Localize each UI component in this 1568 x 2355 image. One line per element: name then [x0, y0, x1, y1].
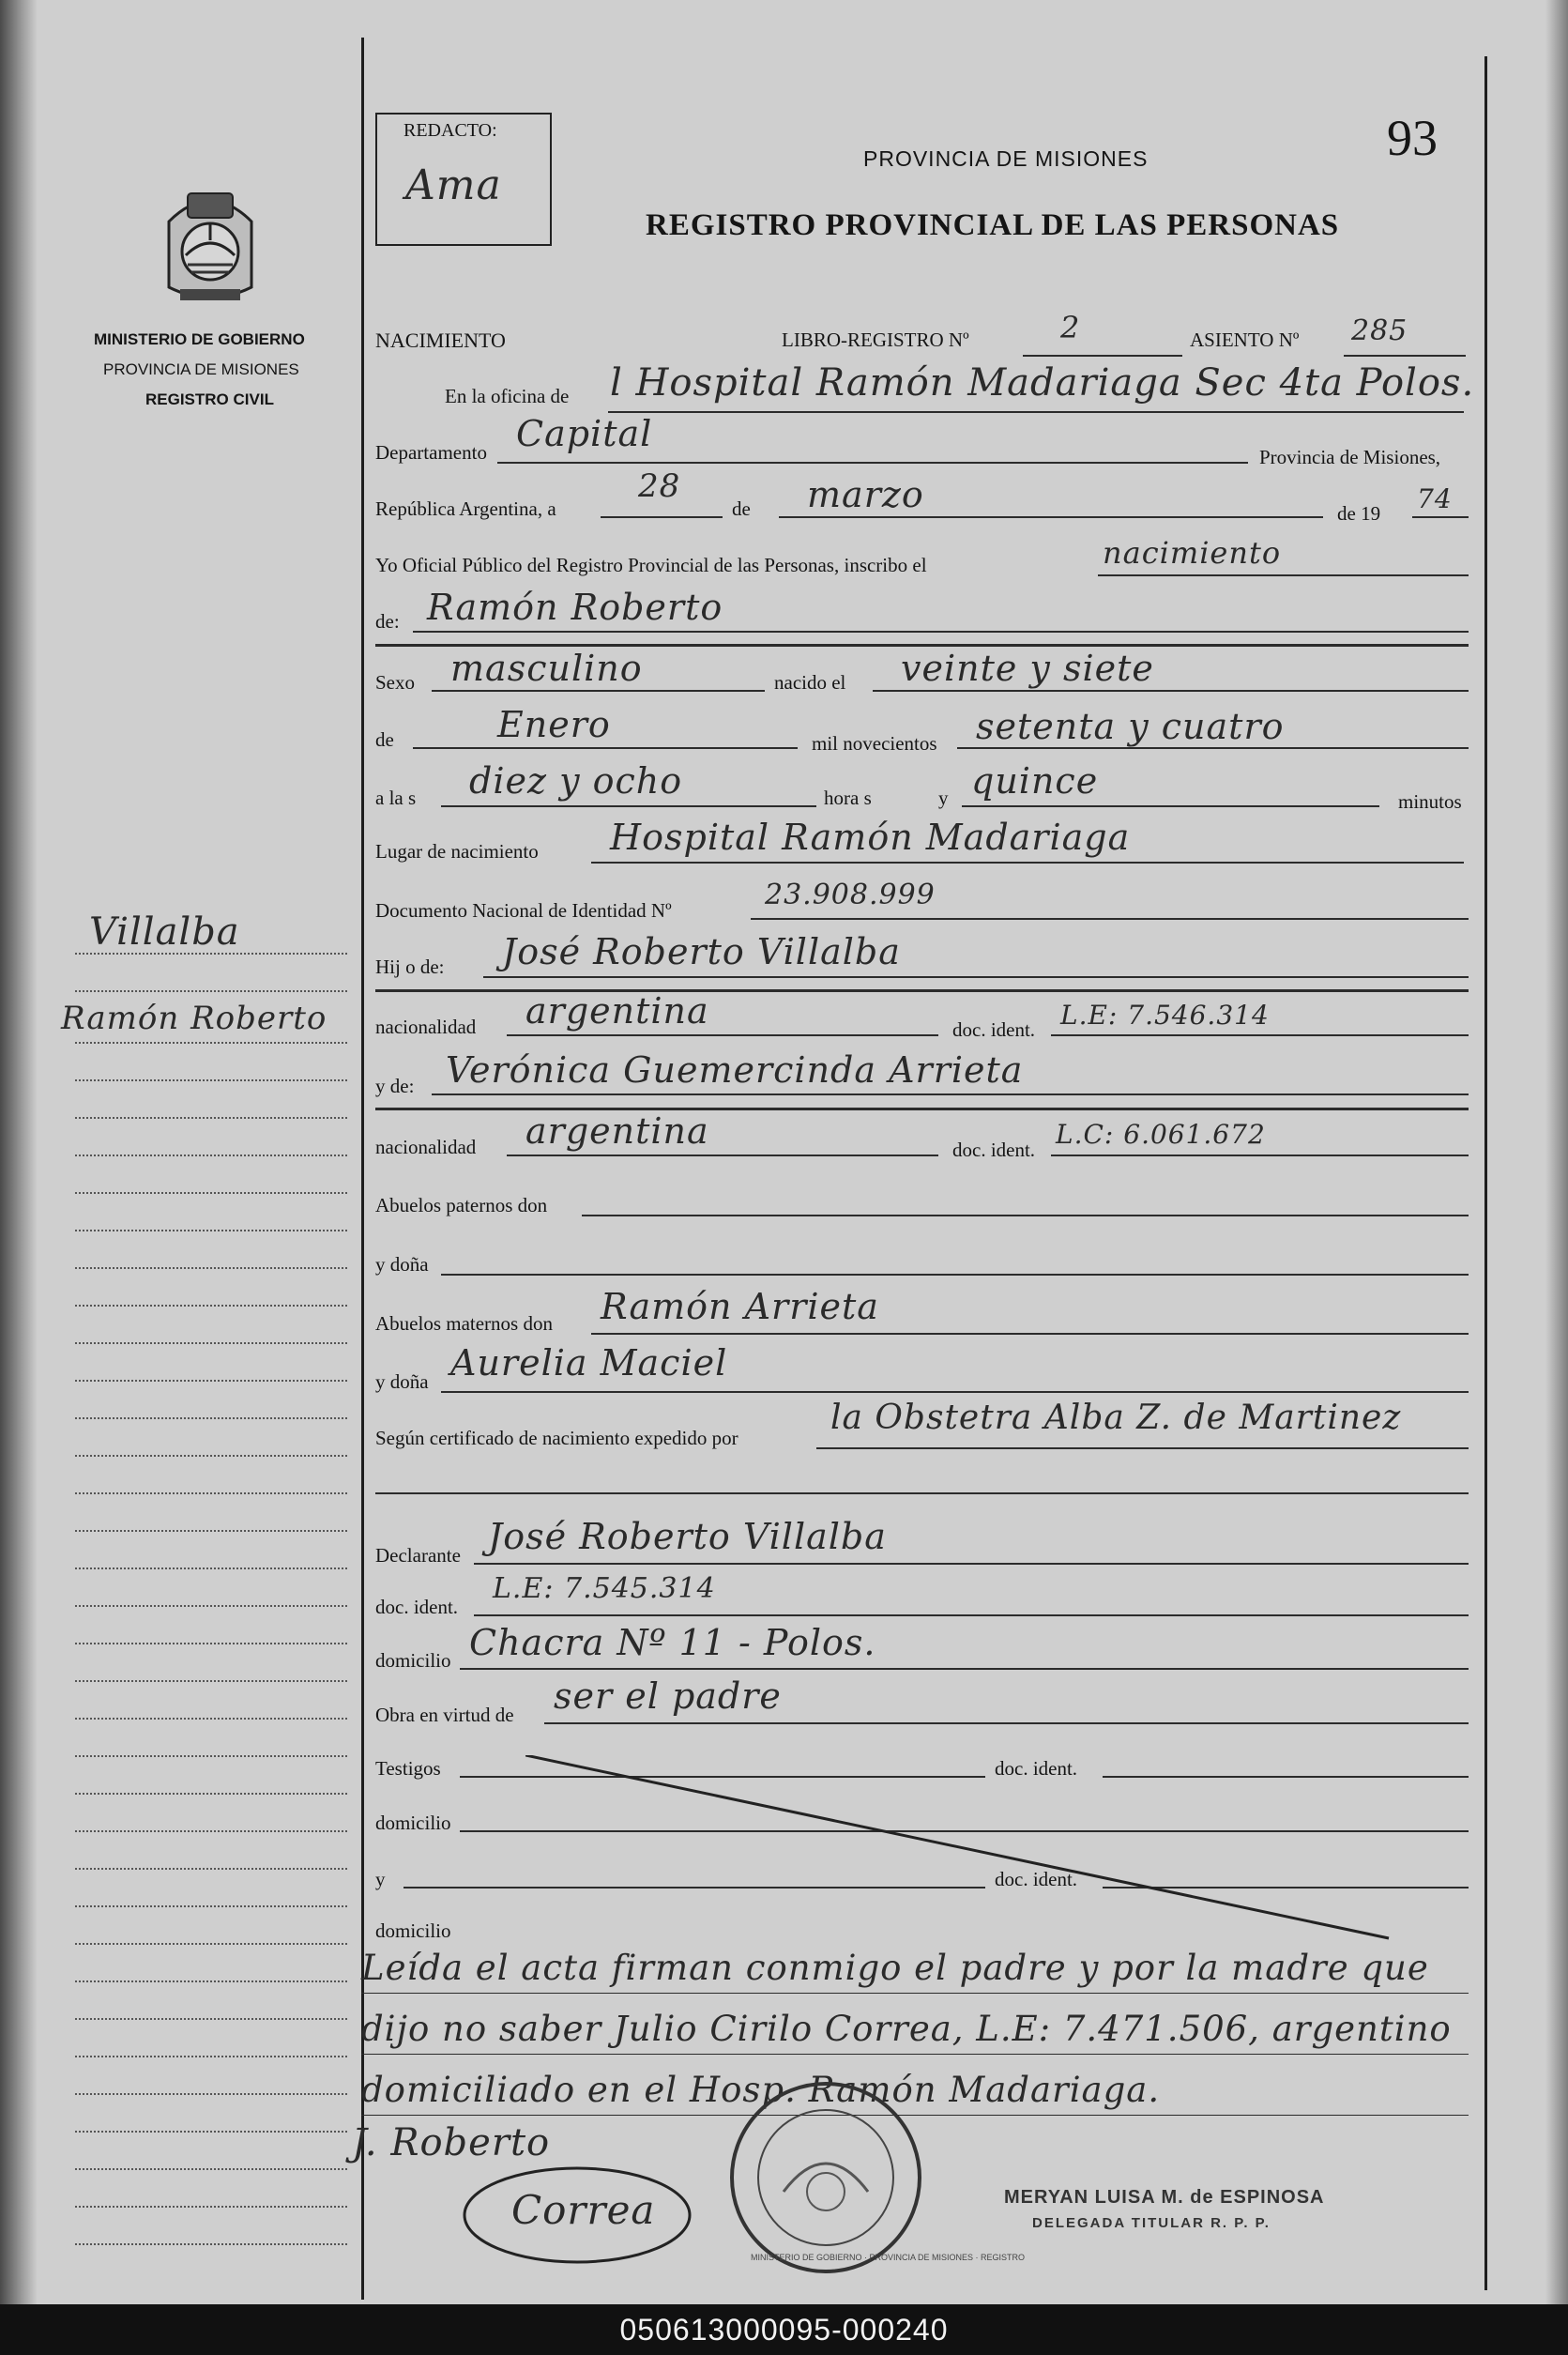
- yde-label: y de:: [375, 1075, 415, 1097]
- book-binding: [0, 0, 38, 2304]
- ministry-line1: MINISTERIO DE GOBIERNO: [94, 330, 305, 348]
- ydona-mat-label: y doña: [375, 1370, 429, 1393]
- provincia-label: Provincia de Misiones,: [1259, 446, 1441, 468]
- republica-label: República Argentina, a: [375, 497, 556, 520]
- header-title: REGISTRO PROVINCIAL DE LAS PERSONAS: [646, 208, 1340, 242]
- right-border: [1484, 56, 1487, 2290]
- padre-docid-label: doc. ident.: [952, 1018, 1036, 1041]
- de3-label: de: [375, 728, 394, 751]
- padre-doc-value: L.E: 7.546.314: [1060, 1000, 1270, 1031]
- declarante-doc-value: L.E: 7.545.314: [493, 1572, 716, 1605]
- nacido-label: nacido el: [774, 671, 846, 694]
- libro-value: 2: [1060, 310, 1081, 345]
- abuelos-mat-label: Abuelos maternos don: [375, 1312, 553, 1335]
- margin-note-names: Ramón Roberto: [61, 1000, 327, 1037]
- madre-value: Verónica Guemercinda Arrieta: [446, 1049, 1024, 1091]
- ydona-pat-label: y doña: [375, 1253, 429, 1276]
- header-province: PROVINCIA DE MISIONES: [863, 146, 1149, 171]
- sexo-label: Sexo: [375, 671, 415, 694]
- oficial-label: Yo Oficial Público del Registro Provincial de las Personas, inscribo el: [375, 554, 927, 576]
- anio-value: 74: [1417, 483, 1453, 514]
- mes-value: marzo: [807, 474, 924, 515]
- padre-nac-label: nacionalidad: [375, 1016, 477, 1038]
- crest-icon: [160, 184, 261, 306]
- y2-docid-label: doc. ident.: [995, 1868, 1078, 1890]
- testigos-domicilio-label: domicilio: [375, 1812, 451, 1834]
- page-number: 93: [1387, 110, 1438, 166]
- oficina-label: En la oficina de: [445, 385, 570, 407]
- abuela-mat-value: Aurelia Maciel: [450, 1342, 728, 1384]
- anio-nac-value: setenta y cuatro: [976, 706, 1285, 747]
- min-value: quince: [971, 760, 1099, 802]
- y-label: y: [938, 787, 949, 809]
- signature-bottom: Correa: [511, 2187, 656, 2233]
- mes-nac-value: Enero: [497, 704, 611, 745]
- anio-label: de 19: [1337, 502, 1381, 525]
- declarante-label: Declarante: [375, 1544, 461, 1567]
- act-type: NACIMIENTO: [375, 329, 506, 352]
- seal-stamp: [727, 2079, 924, 2276]
- redacto-box: [375, 113, 552, 246]
- lugar-value: Hospital Ramón Madariaga: [610, 817, 1131, 858]
- dni-label: Documento Nacional de Identidad Nº: [375, 899, 672, 922]
- testigos-label: Testigos: [375, 1757, 441, 1780]
- oficina-value: l Hospital Ramón Madariaga Sec 4ta Polos.: [610, 361, 1475, 405]
- y2-domicilio-label: domicilio: [375, 1919, 451, 1942]
- certificado-label: Según certificado de nacimiento expedido por: [375, 1427, 738, 1449]
- domicilio-value: Chacra Nº 11 - Polos.: [469, 1622, 876, 1663]
- notes-line1: Leída el acta firman conmigo el padre y por la madre que: [361, 1948, 1429, 1988]
- declarante-value: José Roberto Villalba: [488, 1516, 887, 1557]
- padre-value: José Roberto Villalba: [502, 931, 901, 972]
- margin-note-surname: Villalba: [89, 910, 240, 954]
- minutos-label: minutos: [1398, 790, 1462, 813]
- madre-nac-label: nacionalidad: [375, 1136, 477, 1158]
- hijo-label: Hij o de:: [375, 956, 445, 978]
- hora-value: diez y ocho: [469, 760, 683, 802]
- alas-label: a la s: [375, 787, 417, 809]
- y2-label: y: [375, 1868, 386, 1890]
- declarante-docid-label: doc. ident.: [375, 1596, 459, 1618]
- official-title: DELEGADA TITULAR R. P. P.: [1032, 2215, 1271, 2231]
- domicilio-label: domicilio: [375, 1649, 451, 1672]
- padre-nac-value: argentina: [525, 990, 709, 1032]
- abuelo-mat-value: Ramón Arrieta: [601, 1286, 879, 1327]
- madre-docid-label: doc. ident.: [952, 1139, 1036, 1161]
- madre-doc-value: L.C: 6.061.672: [1056, 1119, 1266, 1150]
- footer-code: 050613000095-000240: [0, 2304, 1568, 2355]
- departamento-value: Capital: [516, 413, 653, 454]
- sexo-value: masculino: [450, 648, 643, 689]
- dni-value: 23.908.999: [765, 879, 936, 911]
- official-name: MERYAN LUISA M. de ESPINOSA: [1004, 2187, 1325, 2208]
- asiento-label: ASIENTO Nº: [1190, 329, 1300, 351]
- departamento-label: Departamento: [375, 441, 487, 464]
- nacido-value: veinte y siete: [901, 648, 1154, 689]
- inscribo-value: nacimiento: [1103, 535, 1282, 571]
- abuelos-pat-label: Abuelos paternos don: [375, 1194, 548, 1216]
- dia-value: 28: [638, 467, 681, 505]
- signature-left: J. Roberto: [352, 2121, 551, 2164]
- de-label: de: [732, 497, 751, 520]
- nombre-value: Ramón Roberto: [427, 587, 723, 628]
- page-edge: [1545, 0, 1568, 2304]
- libro-label: LIBRO-REGISTRO Nº: [782, 329, 969, 351]
- redacto-label: REDACTO:: [403, 120, 497, 141]
- testigos-docid-label: doc. ident.: [995, 1757, 1078, 1780]
- redacto-value: Ama: [405, 161, 502, 209]
- mil-label: mil novecientos: [812, 732, 937, 755]
- notes-line3: domiciliado en el Hosp. Ramón Madariaga.: [361, 2070, 1161, 2110]
- obra-label: Obra en virtud de: [375, 1704, 514, 1726]
- de2-label: de:: [375, 610, 400, 633]
- strike-line: [525, 1755, 1398, 1943]
- asiento-value: 285: [1351, 314, 1408, 347]
- madre-nac-value: argentina: [525, 1110, 709, 1152]
- notes-line2: dijo no saber Julio Cirilo Correa, L.E: 7.471.506, argentino: [361, 2009, 1452, 2049]
- ministry-line3: REGISTRO CIVIL: [145, 390, 274, 408]
- hora-label: hora s: [824, 787, 872, 809]
- obra-value: ser el padre: [554, 1675, 782, 1717]
- certificado-value: la Obstetra Alba Z. de Martinez: [830, 1399, 1402, 1437]
- lugar-label: Lugar de nacimiento: [375, 840, 539, 863]
- ministry-line2: PROVINCIA DE MISIONES: [103, 360, 299, 378]
- stamp-text: MINISTERIO DE GOBIERNO · PROVINCIA DE MISIONES · REGISTRO: [751, 2253, 1026, 2262]
